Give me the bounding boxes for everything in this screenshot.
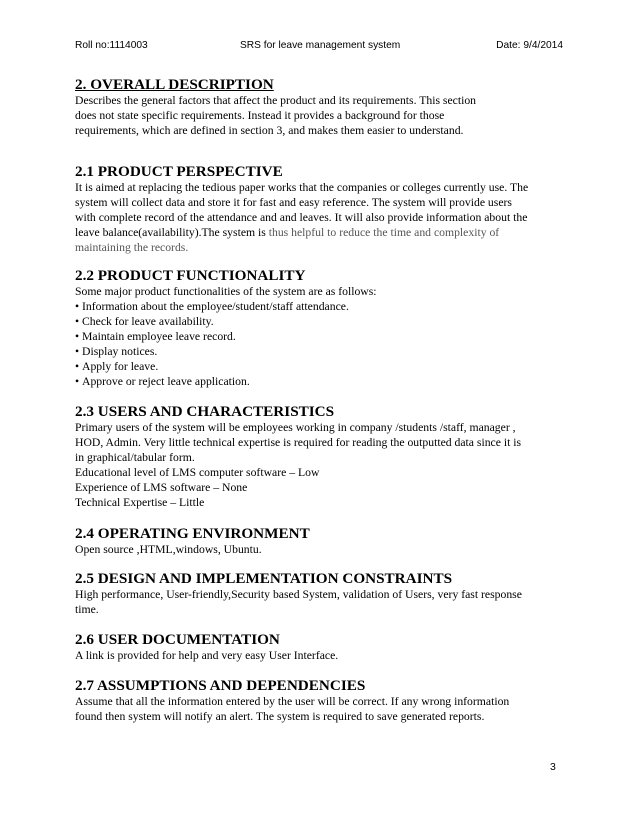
bullet-icon: •	[75, 330, 80, 343]
list-item	[75, 344, 575, 359]
bullet-icon: •	[75, 315, 80, 328]
paragraph-line: in graphical/tabular form.	[75, 451, 195, 464]
paragraph-line	[75, 225, 575, 240]
paragraph-line: It is aimed at replacing the tedious paper works that the companies or colleges currently use. The	[75, 181, 529, 194]
paragraph-line: Assume that all the information entered by the user will be correct. If any wrong information	[75, 695, 510, 708]
section-heading: 2.6 USER DOCUMENTATION	[75, 631, 280, 648]
section-assumptions-dependencies	[75, 678, 575, 724]
section-heading: 2.7 ASSUMPTIONS AND DEPENDENCIES	[75, 677, 366, 694]
section-heading: 2.4 OPERATING ENVIRONMENT	[75, 525, 310, 542]
section-overall-description	[75, 77, 575, 138]
paragraph-line: with complete record of the attendance and and leaves. It will also provide information about the	[75, 211, 528, 224]
paragraph-line: Describes the general factors that affect the product and its requirements. This section	[75, 94, 477, 107]
page-header	[75, 40, 563, 54]
paragraph-line: Primary users of the system will be employees working in company /students /staff, manager ,	[75, 421, 516, 434]
paragraph-line: Open source ,HTML,windows, Ubuntu.	[75, 543, 262, 556]
paragraph-line: Technical Expertise – Little	[75, 496, 205, 509]
section-user-documentation	[75, 632, 575, 663]
section-users-characteristics	[75, 404, 575, 510]
text-run: leave balance(availability).The system is	[75, 226, 269, 239]
bullet-icon: •	[75, 345, 80, 358]
section-heading: 2.3 USERS AND CHARACTERISTICS	[75, 403, 335, 420]
section-heading: 2.2 PRODUCT FUNCTIONALITY	[75, 267, 306, 284]
list-item-text: Apply for leave.	[82, 360, 159, 373]
bullet-icon: •	[75, 375, 80, 388]
list-item-text: Display notices.	[82, 345, 158, 358]
section-heading: 2. OVERALL DESCRIPTION	[75, 76, 274, 93]
paragraph-line: Some major product functionalities of the system are as follows:	[75, 285, 377, 298]
paragraph-line: HOD, Admin. Very little technical expertise is required for reading the outputted data since it is	[75, 436, 522, 449]
roll-number: Roll no:1114003	[75, 40, 148, 51]
text-run-muted: thus helpful to reduce the time and complexity of	[268, 226, 500, 239]
paragraph-line: does not state specific requirements. Instead it provides a background for those	[75, 109, 445, 122]
paragraph-line: High performance, User-friendly,Security based System, validation of Users, very fast response	[75, 588, 522, 601]
list-item	[75, 329, 575, 344]
list-item	[75, 374, 575, 389]
document-date: Date: 9/4/2014	[496, 40, 563, 51]
paragraph-line: found then system will notify an alert. The system is required to save generated reports.	[75, 710, 485, 723]
paragraph-line: system will collect data and store it for fast and easy reference. The system will provide users	[75, 196, 512, 209]
list-item	[75, 314, 575, 329]
section-heading: 2.5 DESIGN AND IMPLEMENTATION CONSTRAINTS	[75, 570, 453, 587]
document-title: SRS for leave management system	[240, 40, 401, 51]
list-item-text: Check for leave availability.	[82, 315, 214, 328]
section-product-functionality	[75, 268, 575, 389]
section-heading: 2.1 PRODUCT PERSPECTIVE	[75, 163, 283, 180]
paragraph-line: Educational level of LMS computer software – Low	[75, 466, 320, 479]
section-operating-environment	[75, 526, 575, 557]
page-number: 3	[550, 761, 556, 773]
list-item-text: Approve or reject leave application.	[82, 375, 250, 388]
list-item-text: Information about the employee/student/staff attendance.	[82, 300, 349, 313]
section-product-perspective	[75, 164, 575, 255]
paragraph-line: time.	[75, 603, 99, 616]
paragraph-line: A link is provided for help and very easy User Interface.	[75, 649, 339, 662]
bullet-icon: •	[75, 300, 80, 313]
list-item-text: Maintain employee leave record.	[82, 330, 236, 343]
list-item	[75, 359, 575, 374]
paragraph-line: maintaining the records.	[75, 241, 189, 254]
paragraph-line: requirements, which are defined in section 3, and makes them easier to understand.	[75, 124, 464, 137]
paragraph-line: Experience of LMS software – None	[75, 481, 248, 494]
bullet-icon: •	[75, 360, 80, 373]
section-design-constraints	[75, 571, 575, 617]
list-item	[75, 299, 575, 314]
